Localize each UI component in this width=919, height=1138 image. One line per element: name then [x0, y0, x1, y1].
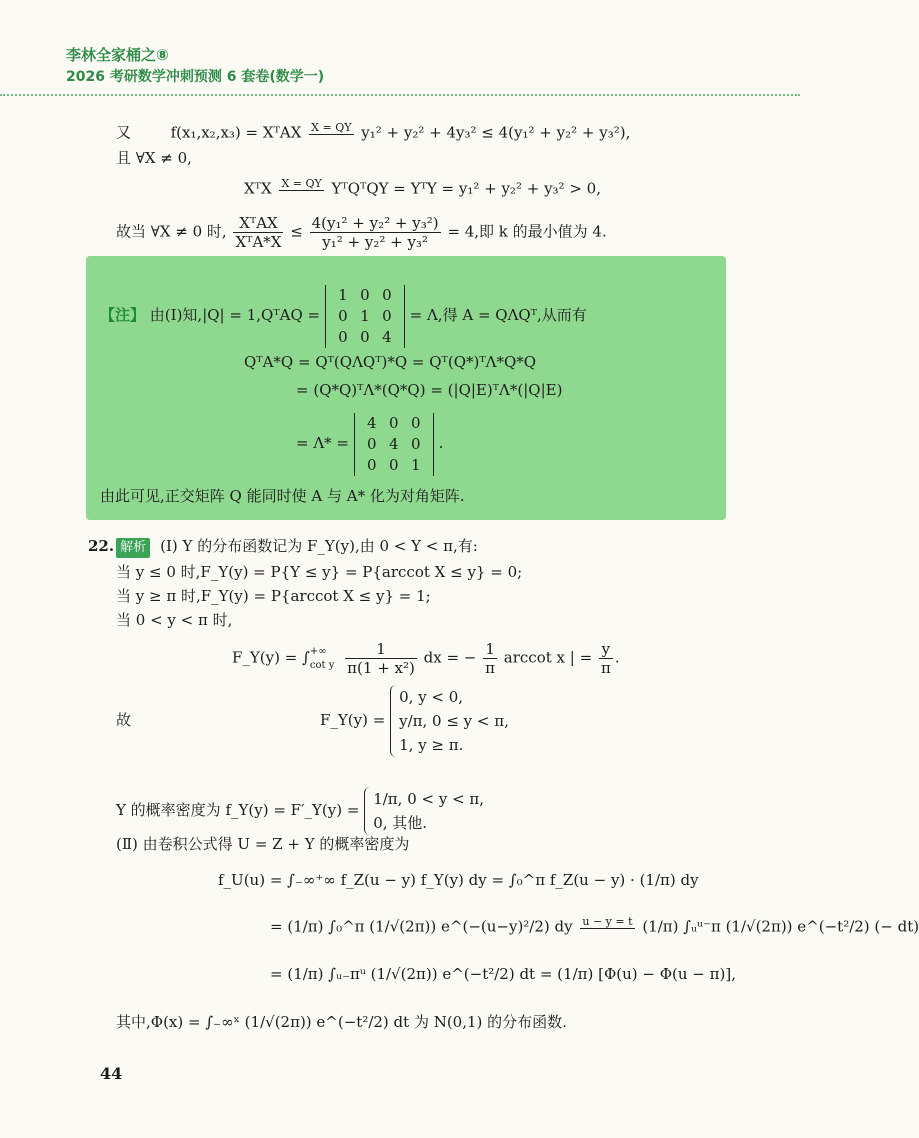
header-series: 李林全家桶之⑧: [66, 46, 169, 64]
m2-cell: 0: [367, 434, 377, 453]
q22-line-10: [270, 916, 919, 939]
q22-l6-prefix: 故: [116, 711, 132, 729]
m2-cell: 0: [411, 413, 421, 432]
eq-line-3: [244, 178, 601, 201]
eq4-frac2-num: 4(y₁² + y₂² + y₃²): [311, 214, 439, 232]
q22-l5-d: =: [579, 648, 593, 667]
m2-cell: 0: [411, 434, 421, 453]
m2-cell: 4: [367, 413, 377, 432]
q22-line-2: 当 y ≤ 0 时,F_Y(y) = P{Y ≤ y} = P{arccot X ≤ y} = 0;: [116, 563, 523, 581]
matrix-diag-4-4-1: [354, 413, 434, 476]
pdf-case-1: 1/π, 0 < y < π,: [373, 790, 485, 808]
q22-l5-c: arccot x |: [503, 648, 575, 667]
note-l1-b: = Λ,得 A = QΛQᵀ,从而有: [409, 306, 587, 324]
eq1-substitution: [309, 122, 353, 145]
q22-line-6: [320, 684, 509, 757]
q22-l5-b: dx = −: [423, 648, 477, 667]
m2-cell: 0: [389, 413, 399, 432]
m1-cell: 0: [360, 285, 370, 304]
note-line-1: [100, 280, 587, 350]
q22-l5-a: F_Y(y) = ∫: [232, 648, 310, 667]
l5-frac1-den: π(1 + x²): [347, 659, 415, 677]
eq4-suffix: = 4,即 k 的最小值为 4.: [447, 222, 607, 241]
cdf-case-2: y/π, 0 ≤ y < π,: [399, 712, 509, 730]
q22-line-4: 当 0 < y < π 时,: [116, 611, 233, 629]
note-line-5: 由此可见,正交矩阵 Q 能同时使 A 与 A* 化为对角矩阵.: [100, 487, 465, 505]
l5-frac1-num: 1: [345, 640, 417, 659]
piecewise-cdf: [390, 685, 509, 757]
l5-frac-1: [345, 640, 417, 677]
l5-lower-limit: cot y: [309, 659, 335, 671]
m2-cell: 4: [389, 434, 399, 453]
eq4-fraction-1: [233, 214, 283, 251]
eq1-prefix: 又: [116, 123, 132, 142]
l5-frac3-den: π: [600, 659, 611, 677]
l5-frac3-num: y: [599, 640, 613, 659]
header-book-title: 2026 考研数学冲刺预测 6 套卷(数学一): [66, 69, 325, 85]
l5-frac-3: [599, 640, 613, 677]
note-l4-b: .: [438, 434, 444, 452]
eq4-prefix: 故当 ∀X ≠ 0 时,: [116, 222, 227, 241]
q22-line-9: f_U(u) = ∫₋∞⁺∞ f_Z(u − y) f_Y(y) dy = ∫₀^π f_Z(u − y) · (1/π) dy: [218, 871, 699, 889]
q22-line-1: [88, 536, 478, 558]
note-tag: 【注】: [100, 306, 146, 324]
q22-line-12: 其中,Φ(x) = ∫₋∞ˣ (1/√(2π)) e^(−t²/2) dt 为 N(0,1) 的分布函数.: [116, 1013, 567, 1031]
piecewise-pdf: [364, 787, 484, 835]
q22-line-11: = (1/π) ∫ᵤ₋πᵘ (1/√(2π)) e^(−t²/2) dt = (1/π) [Φ(u) − Φ(u − π)],: [270, 965, 736, 983]
m1-cell: 0: [338, 306, 348, 325]
eq3-lhs: XᵀX: [244, 179, 272, 198]
eq-line-1: [116, 122, 630, 145]
matrix-diag-1-1-4: [325, 285, 405, 348]
q22-line-7: [116, 782, 484, 838]
note-l4-a: = Λ* =: [296, 434, 350, 452]
eq3-rhs: YᵀQᵀQY = YᵀY = y₁² + y₂² + y₃² > 0,: [331, 179, 601, 198]
m1-cell: 4: [382, 327, 392, 346]
eq1-rhs: y₁² + y₂² + 4y₃² ≤ 4(y₁² + y₂² + y₃²),: [361, 123, 631, 142]
l10-substitution: [580, 916, 634, 939]
q22-l7-lhs: Y 的概率密度为 f_Y(y) = F′_Y(y) =: [116, 801, 360, 819]
l5-frac-2: [483, 640, 497, 677]
m1-cell: 0: [382, 306, 392, 325]
q22-number: 22.: [88, 537, 115, 555]
eq4-frac1-num: XᵀAX: [233, 214, 283, 233]
m1-cell: 0: [382, 285, 392, 304]
q22-l5-e: .: [614, 648, 620, 667]
m1-cell: 1: [338, 285, 348, 304]
m1-cell: 1: [360, 306, 370, 325]
q22-l6-lhs: F_Y(y) =: [320, 711, 386, 729]
page-number: 44: [100, 1064, 123, 1083]
l5-frac2-num: 1: [483, 640, 497, 659]
eq4-frac1-den: XᵀA*X: [235, 233, 282, 251]
pdf-case-2: 0, 其他.: [373, 814, 428, 832]
note-line-3: = (Q*Q)ᵀΛ*(Q*Q) = (|Q|E)ᵀΛ*(|Q|E): [296, 381, 563, 399]
eq4-fraction-2: [310, 214, 441, 251]
cdf-case-3: 1, y ≥ π.: [399, 736, 464, 754]
q22-l1: (Ⅰ) Y 的分布函数记为 F_Y(y),由 0 < Y < π,有:: [160, 537, 478, 555]
q22-line-3: 当 y ≥ π 时,F_Y(y) = P{arccot X ≤ y} = 1;: [116, 587, 431, 605]
l5-upper-limit: +∞: [309, 645, 327, 657]
note-line-4: [296, 408, 443, 478]
m2-cell: 1: [411, 455, 421, 474]
m2-cell: 0: [367, 455, 377, 474]
m2-cell: 0: [389, 455, 399, 474]
note-l1-a: 由(Ⅰ)知,|Q| = 1,QᵀAQ =: [149, 306, 321, 324]
q22-l10-b: (1/π) ∫ᵤᵘ⁻π (1/√(2π)) e^(−t²/2) (− dt): [642, 917, 919, 936]
l5-frac2-den: π: [485, 659, 496, 677]
header-divider: [0, 94, 800, 96]
q22-line-8: (Ⅱ) 由卷积公式得 U = Z + Y 的概率密度为: [116, 835, 410, 853]
q22-line-5: [232, 640, 620, 677]
m1-cell: 0: [338, 327, 348, 346]
eq3-sub-text: X = QY: [281, 177, 322, 190]
eq3-substitution: [279, 178, 323, 201]
eq-line-2: 且 ∀X ≠ 0,: [116, 149, 192, 167]
cdf-case-1: 0, y < 0,: [399, 688, 464, 706]
m1-cell: 0: [360, 327, 370, 346]
eq4-frac2-den: y₁² + y₂² + y₃²: [322, 233, 428, 251]
note-line-2: QᵀA*Q = Qᵀ(QΛQᵀ)*Q = Qᵀ(Q*)ᵀΛ*Q*Q: [244, 353, 537, 371]
solution-tag: 解析: [116, 538, 150, 558]
l10-sub-text: u − y = t: [582, 915, 633, 928]
eq1-sub-text: X = QY: [311, 121, 352, 134]
eq1-expr: f(x₁,x₂,x₃) = XᵀAX: [170, 123, 302, 142]
eq-line-4: 故当 ∀X ≠ 0 时, $\frac{\text{XᵀAX}}{\text{XᵀA*X}}$ ≤ $\frac{\text{4(y₁² + y₂² + y₃²)}}{\text{y₁² + y₂² + y₃²}}$ = 4,即 k 的最小值为 4.: [116, 214, 607, 251]
q22-l10-a: = (1/π) ∫₀^π (1/√(2π)) e^(−(u−y)²/2) dy: [270, 917, 573, 936]
